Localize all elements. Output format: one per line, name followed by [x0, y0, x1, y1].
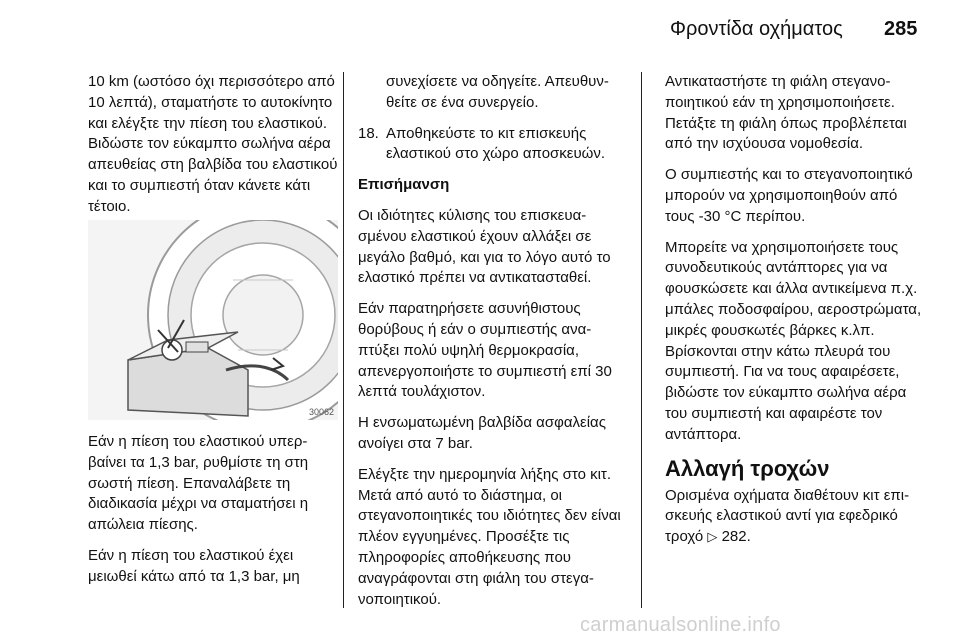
column-1-lower	[88, 432, 338, 598]
page-title: Φροντίδα οχήματος	[670, 18, 843, 40]
step-text: Αποθηκεύστε το κιτ επισκευής ελαστικού στο χώρο αποσκευών.	[386, 124, 606, 163]
column-3	[665, 72, 927, 558]
page-number: 285	[884, 18, 918, 40]
col2-paragraph-expiry: Ελέγξτε την ημερομηνία λήξης στο κιτ. Μετά από αυτό το διάστημα, οι στεγανοποιητικές του ιδιότητες δεν είναι πλέον εγγυημένες. Προσέξτε τις πληροφορίες αποθήκευσης που αναγράφονται στη φιάλη του στεγανοποιητικού.	[358, 465, 621, 608]
col2-paragraph-valve: Η ενσωματωμένη βαλβίδα ασφαλείας ανοίγει στα 7 bar.	[358, 414, 606, 452]
col3-paragraph-temperature: Ο συμπιεστής και το στεγανοποιητικό μπορούν να χρησιμοποιηθούν από τους -30 °C περίπου.	[665, 166, 913, 225]
section-reference-page[interactable]: 282.	[721, 528, 751, 546]
section-heading-wheel-change: Αλλαγή τροχών	[665, 455, 830, 481]
figure-number: 30062	[308, 407, 334, 417]
col3-paragraph-adapters: Μπορείτε να χρησιμοποιήσετε τους συνοδευτικούς αντάπτορες για να φουσκώσετε και άλλα αντικείμενα π.χ. μπάλες ποδοσφαίρου, αεροστρώματα, μικρές φουσκωτές βάρκες κ.λπ. Βρίσκονται στην κάτω πλευρά του συμπιεστή. Για να τους αφαιρέσετε, βιδώστε τον εύκαμπτο σωλήνα αέρα του συμπιεστή και αφαιρέστε τον αντάπτορα.	[665, 238, 922, 443]
column-divider-left	[343, 72, 344, 608]
page-header	[0, 0, 960, 62]
compressor-drawing	[88, 220, 338, 420]
column-2	[358, 72, 626, 620]
note-heading: Επισήμανση	[358, 176, 450, 194]
step-18	[358, 124, 626, 166]
watermark: carmanualsonline.info	[580, 614, 781, 636]
page-reference-icon: ▷	[707, 529, 718, 545]
col1-paragraph-pressure-low: Εάν η πίεση του ελαστικού έχει μειωθεί κάτω από τα 1,3 bar, μη	[88, 546, 300, 585]
col2-paragraph-noise: Εάν παρατηρήσετε ασυνήθιστους θορύβους ή εάν ο συμπιεστής αναπτύξει πολύ υψηλή θερμοκρασία, απενεργοποιήστε το συμπιεστή επί 30 λεπτά τουλάχιστον.	[358, 300, 612, 401]
compressor-illustration	[88, 220, 338, 420]
col3-section-text	[665, 486, 927, 548]
col1-paragraph-pressure-high: Εάν η πίεση του ελαστικού υπερβαίνει τα 1,3 bar, ρυθμίστε τη στη σωστή πίεση. Επαναλάβετε τη διαδικασία μέχρι να σταματήσει η απώλεια πίεσης.	[88, 433, 309, 534]
col3-paragraph-replace: Αντικαταστήστε τη φιάλη στεγανοποιητικού εάν τη χρησιμοποιήσετε. Πετάξτε τη φιάλη όπως προβλέπεται από την ισχύουσα νομοθεσία.	[665, 73, 907, 153]
note-text: Οι ιδιότητες κύλισης του επισκευασμένου ελαστικού έχουν αλλάξει σε μεγάλο βαθμό, και για το λόγο αυτό το ελαστικό πρέπει να αντικατασταθεί.	[358, 206, 611, 287]
column-divider-right	[641, 72, 642, 608]
col1-top-paragraph: 10 km (ωστόσο όχι περισσότερο από 10 λεπτά), σταματήστε το αυτοκίνητο και ελέγξτε την πίεση του ελαστικού. Βιδώστε τον εύκαμπτο σωλήνα αέρα απευθείας στη βαλβίδα του ελαστικού και το συμπιεστή όταν κάνετε κάτι τέτοιο.	[88, 73, 338, 215]
col2-continuation: συνεχίσετε να οδηγείτε. Απευθυνθείτε σε ένα συνεργείο.	[386, 73, 609, 111]
column-1	[88, 72, 338, 228]
note-block	[358, 175, 626, 289]
step-number: 18.	[358, 124, 379, 142]
section-text: Ορισμένα οχήματα διαθέτουν κιτ επισκευής ελαστικού αντί για εφεδρικό τροχό	[665, 486, 910, 546]
